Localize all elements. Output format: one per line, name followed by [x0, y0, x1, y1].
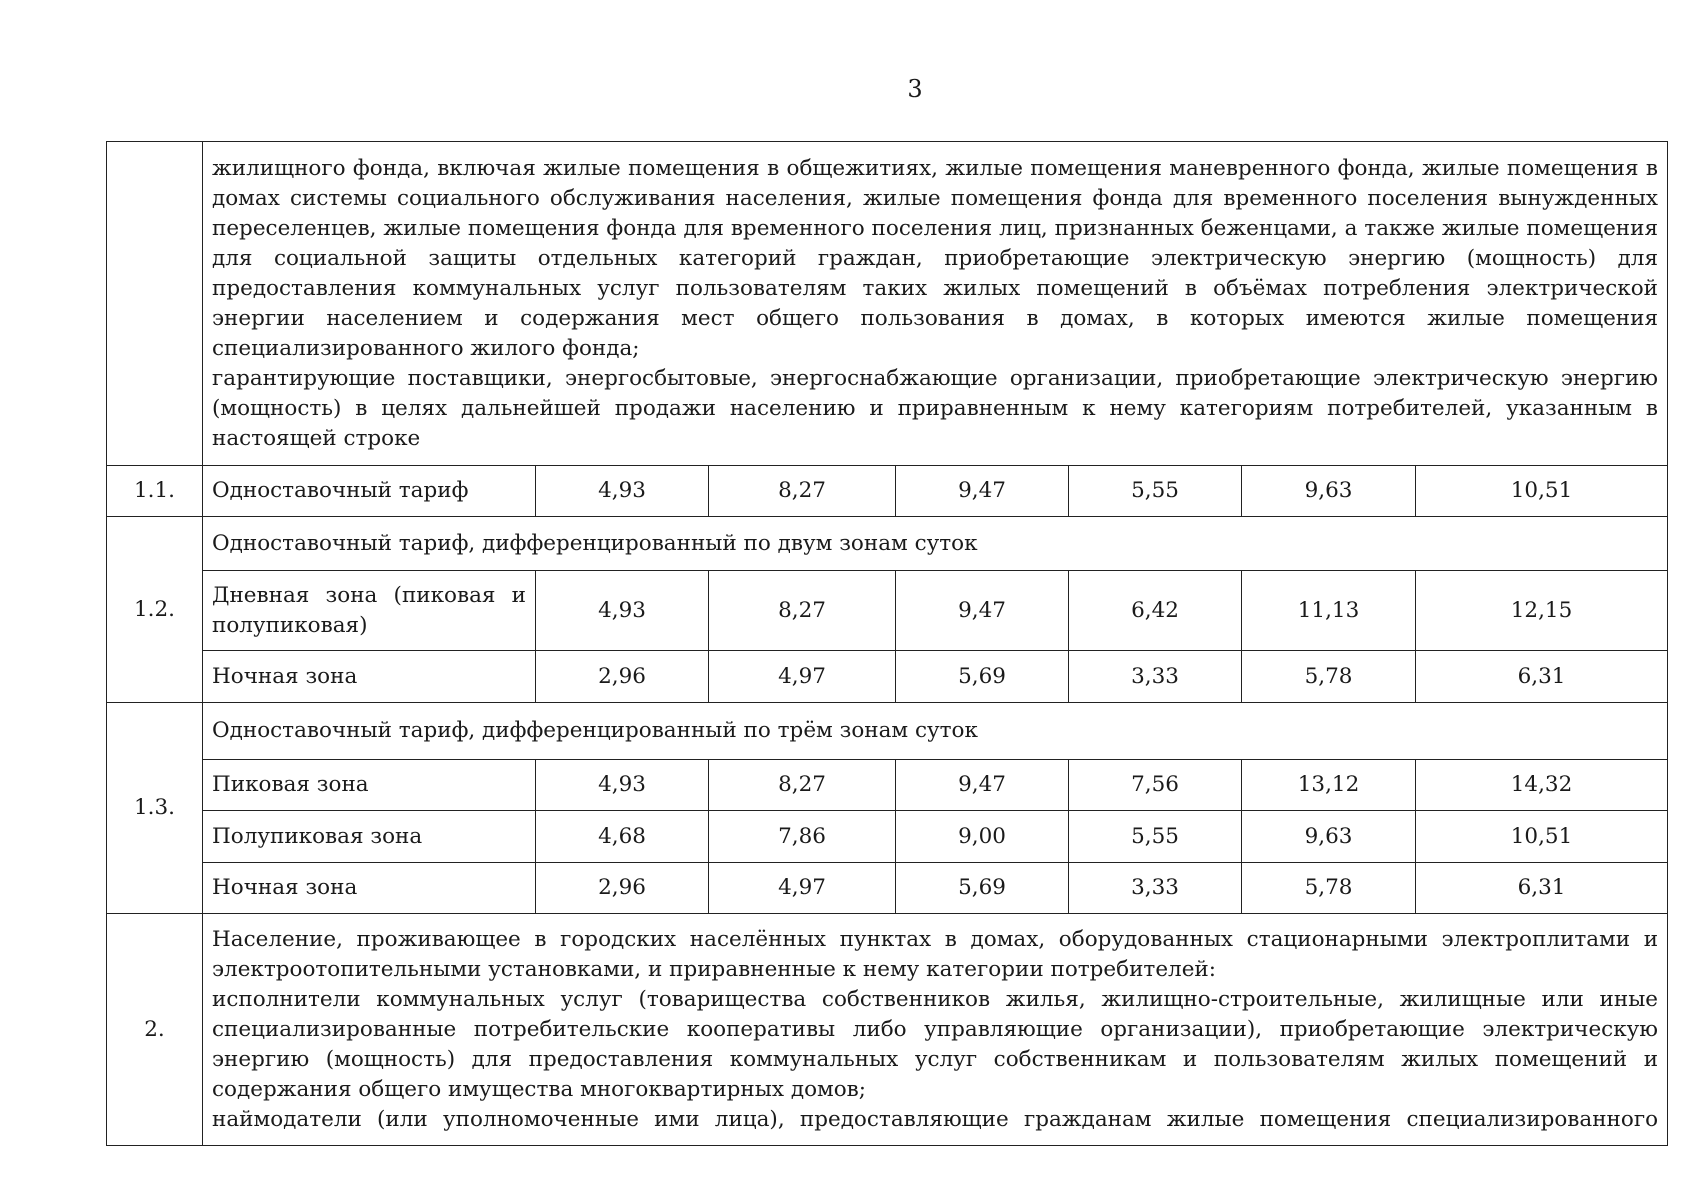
description-paragraph: гарантирующие поставщики, энергосбытовые, энергоснабжающие организации, приобретающие электрическую энергию (мощность) в целях дальнейшей продажи населению и приравненным к нему категориям потребителей, указанным в настоящей строке [212, 365, 1659, 451]
description-paragraph: Население, проживающее в городских населённых пунктах в домах, оборудованных стационарными электроплитами и электроотопительными установками, и приравненные к нему категории потребителей: [212, 926, 1659, 982]
category-description [203, 142, 1668, 466]
zone-name: Ночная зона [203, 863, 536, 914]
table-row [107, 571, 1668, 651]
value-cell: 3,33 [1069, 651, 1242, 703]
category-description [203, 914, 1668, 1146]
table-row [107, 703, 1668, 760]
value-cell: 2,96 [536, 651, 709, 703]
value-cell: 7,56 [1069, 760, 1242, 811]
value-cell: 10,51 [1416, 811, 1668, 863]
value-cell: 9,47 [896, 760, 1069, 811]
table-row [107, 863, 1668, 914]
table-row [107, 914, 1668, 1146]
value-cell: 4,93 [536, 466, 709, 517]
value-cell: 6,31 [1416, 863, 1668, 914]
description-paragraph: наймодатели (или уполномоченные ими лица), предоставляющие гражданам жилые помещения специализированного [212, 1106, 1659, 1132]
value-cell: 8,27 [709, 466, 896, 517]
value-cell: 5,55 [1069, 466, 1242, 517]
table-row [107, 517, 1668, 571]
table-row [107, 651, 1668, 703]
value-cell: 4,93 [536, 760, 709, 811]
description-paragraph: жилищного фонда, включая жилые помещения в общежитиях, жилые помещения маневренного фонда, жилые помещения в домах системы социального обслуживания населения, жилые помещения фонда для временного поселения вынужденных переселенцев, жилые помещения фонда для временного поселения лиц, признанных беженцами, а также жилые помещения для социальной защиты отдельных категорий граждан, приобретающие электрическую энергию (мощность) для предоставления коммунальных услуг пользователям таких жилых помещений в объёмах потребления электрической энергии населением и содержания мест общего пользования в домах, в которых имеются жилые помещения специализированного жилого фонда; [212, 155, 1659, 361]
table-row [107, 760, 1668, 811]
value-cell: 2,96 [536, 863, 709, 914]
value-cell: 5,78 [1242, 651, 1416, 703]
value-cell: 4,97 [709, 651, 896, 703]
value-cell: 8,27 [709, 571, 896, 651]
value-cell: 6,31 [1416, 651, 1668, 703]
row-number: 1.2. [107, 517, 203, 703]
row-number-cell [107, 142, 203, 466]
value-cell: 5,69 [896, 863, 1069, 914]
value-cell: 12,15 [1416, 571, 1668, 651]
page-number: 3 [907, 75, 923, 103]
value-cell: 4,93 [536, 571, 709, 651]
section-header: Одноставочный тариф, дифференцированный по двум зонам суток [203, 517, 1668, 571]
row-number: 1.1. [107, 466, 203, 517]
value-cell: 6,42 [1069, 571, 1242, 651]
value-cell: 3,33 [1069, 863, 1242, 914]
section-header: Одноставочный тариф, дифференцированный по трём зонам суток [203, 703, 1668, 760]
table-row [107, 811, 1668, 863]
table-row [107, 142, 1668, 466]
value-cell: 13,12 [1242, 760, 1416, 811]
row-number: 2. [107, 914, 203, 1146]
value-cell: 5,69 [896, 651, 1069, 703]
zone-name: Ночная зона [203, 651, 536, 703]
value-cell: 14,32 [1416, 760, 1668, 811]
value-cell: 9,00 [896, 811, 1069, 863]
tariff-table [106, 141, 1668, 1146]
zone-name: Пиковая зона [203, 760, 536, 811]
value-cell: 4,97 [709, 863, 896, 914]
description-paragraph: исполнители коммунальных услуг (товарищества собственников жилья, жилищно-строительные, жилищные или иные специализированные потребительские кооперативы либо управляющие организации), приобретающие электрическую энергию (мощность) для предоставления коммунальных услуг собственникам и пользователям жилых помещений и содержания общего имущества многоквартирных домов; [212, 986, 1659, 1102]
value-cell: 9,47 [896, 466, 1069, 517]
tariff-name: Одноставочный тариф [203, 466, 536, 517]
zone-name [203, 571, 536, 651]
value-cell: 4,68 [536, 811, 709, 863]
zone-name: Полупиковая зона [203, 811, 536, 863]
value-cell: 11,13 [1242, 571, 1416, 651]
value-cell: 9,63 [1242, 811, 1416, 863]
table-row [107, 466, 1668, 517]
value-cell: 9,47 [896, 571, 1069, 651]
value-cell: 8,27 [709, 760, 896, 811]
value-cell: 9,63 [1242, 466, 1416, 517]
value-cell: 5,55 [1069, 811, 1242, 863]
value-cell: 7,86 [709, 811, 896, 863]
value-cell: 5,78 [1242, 863, 1416, 914]
zone-name-text: Дневная зона (пиковая и полупиковая) [212, 582, 526, 638]
value-cell: 10,51 [1416, 466, 1668, 517]
row-number: 1.3. [107, 703, 203, 914]
